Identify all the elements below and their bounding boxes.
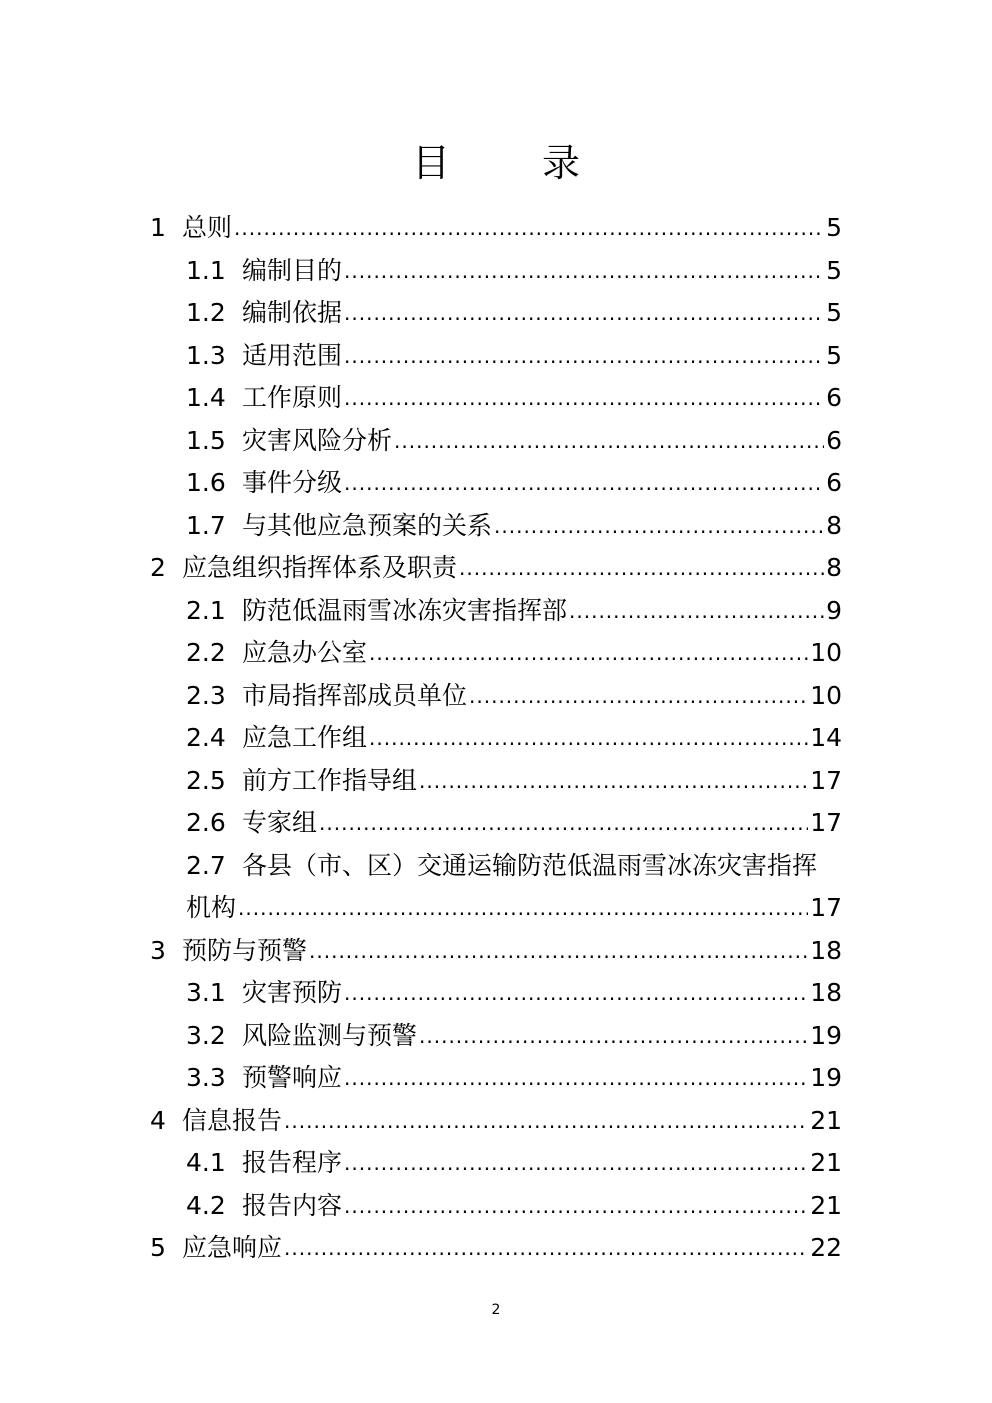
toc-entry[interactable] <box>150 972 842 1015</box>
toc-entry-page-number: 10 <box>810 638 842 667</box>
toc-entry-number: 3.1 <box>186 978 226 1007</box>
toc-entry-title: 应急工作组 <box>242 723 368 752</box>
dot-leader <box>494 505 824 548</box>
toc-entry[interactable] <box>150 250 842 293</box>
toc-entry-page-number: 8 <box>826 553 842 582</box>
toc-entry-page-number: 18 <box>810 935 842 965</box>
toc-entry-page-number: 10 <box>810 680 842 710</box>
dot-leader <box>419 760 808 803</box>
dot-leader <box>344 972 808 1015</box>
toc-entry-page-number: 21 <box>810 1105 842 1135</box>
toc-entry-title: 报告程序 <box>242 1148 343 1177</box>
toc-entry-title: 应急组织指挥体系及职责 <box>182 553 458 582</box>
dot-leader <box>344 250 824 293</box>
toc-entry-page-number: 22 <box>810 1233 842 1262</box>
dot-leader <box>419 1015 808 1058</box>
toc-entry[interactable] <box>150 717 842 760</box>
toc-entry-page-number: 5 <box>826 340 842 370</box>
dot-leader <box>369 632 808 675</box>
toc-entry-title: 预警响应 <box>242 1063 343 1092</box>
toc-entry-page-number: 6 <box>826 383 842 412</box>
toc-entry-page-number: 9 <box>826 595 842 625</box>
toc-entry-title: 编制目的 <box>242 255 343 285</box>
toc-entry[interactable] <box>150 335 842 378</box>
dot-leader <box>344 462 824 505</box>
toc-entry-number: 3.2 <box>186 1020 226 1050</box>
toc-entry-title: 应急响应 <box>182 1233 283 1262</box>
toc-entry-page-number: 17 <box>810 765 842 795</box>
toc-entry-number: 4 <box>150 1105 166 1135</box>
table-of-contents <box>150 207 842 1270</box>
toc-entry-page-number: 21 <box>810 1148 842 1177</box>
toc-entry-title: 编制依据 <box>242 298 343 327</box>
toc-entry-page-number: 6 <box>826 468 842 497</box>
toc-entry[interactable] <box>150 802 842 845</box>
dot-leader <box>309 930 808 973</box>
toc-entry-page-number: 19 <box>810 1020 842 1050</box>
toc-entry-page-number: 14 <box>810 723 842 752</box>
toc-entry[interactable] <box>150 930 842 973</box>
page-number-footer: 2 <box>491 1302 501 1318</box>
toc-entry-page-number: 21 <box>810 1190 842 1220</box>
dot-leader <box>344 335 824 378</box>
toc-entry-number: 1.6 <box>186 468 226 497</box>
dot-leader <box>569 590 824 633</box>
toc-entry[interactable] <box>150 420 842 463</box>
toc-entry-number: 1.3 <box>186 340 226 370</box>
toc-entry[interactable] <box>150 632 842 675</box>
dot-leader <box>459 547 824 590</box>
toc-entry[interactable] <box>150 547 842 590</box>
toc-entry-title: 风险监测与预警 <box>242 1020 418 1050</box>
toc-entry-page-number: 6 <box>826 425 842 455</box>
toc-entry-page-number: 5 <box>826 255 842 285</box>
toc-entry-number: 1.1 <box>186 255 226 285</box>
dot-leader <box>344 1142 808 1185</box>
dot-leader <box>394 420 824 463</box>
toc-entry-page-number: 19 <box>810 1063 842 1092</box>
toc-entry-2-7[interactable] <box>150 845 842 930</box>
toc-entry-title: 事件分级 <box>242 468 343 497</box>
toc-entry-page-number: 5 <box>826 213 842 242</box>
toc-entry-page-number: 18 <box>810 978 842 1007</box>
dot-leader <box>369 717 808 760</box>
toc-entry-page-number: 5 <box>826 298 842 327</box>
toc-entry-number: 5 <box>150 1233 166 1262</box>
toc-entry-page-number: 17 <box>810 808 842 837</box>
toc-section-3-5 <box>150 930 842 1270</box>
page-title: 目 录 <box>411 141 621 185</box>
toc-entry-title: 专家组 <box>242 808 318 837</box>
toc-entry-title: 防范低温雨雪冰冻灾害指挥部 <box>242 595 568 625</box>
toc-entry-number: 4.2 <box>186 1190 226 1220</box>
toc-entry-page-number: 17 <box>810 893 842 922</box>
toc-entry-title: 预防与预警 <box>182 935 308 965</box>
toc-entry-number: 2.6 <box>186 808 226 837</box>
toc-entry-number: 2.3 <box>186 680 226 710</box>
dot-leader <box>284 1227 808 1270</box>
toc-entry[interactable] <box>150 377 842 420</box>
toc-entry-title-continued: 机构 <box>186 893 237 922</box>
toc-entry-number: 2 <box>150 553 166 582</box>
toc-entry[interactable] <box>150 1185 842 1228</box>
toc-entry-title: 信息报告 <box>182 1105 283 1135</box>
toc-entry[interactable] <box>150 590 842 633</box>
toc-entry-number: 2.5 <box>186 765 226 795</box>
toc-entry[interactable] <box>150 675 842 718</box>
toc-entry[interactable] <box>150 1057 842 1100</box>
toc-entry-title: 与其他应急预案的关系 <box>242 510 493 540</box>
dot-leader <box>344 292 824 335</box>
toc-entry-page-number: 8 <box>826 510 842 540</box>
toc-entry[interactable] <box>150 760 842 803</box>
toc-entry-title: 灾害风险分析 <box>242 425 393 455</box>
toc-entry-number: 3.3 <box>186 1063 226 1092</box>
toc-entry[interactable] <box>150 1227 842 1270</box>
toc-entry-title: 各县（市、区）交通运输防范低温雨雪冰冻灾害指挥 <box>242 850 818 880</box>
toc-entry-number: 3 <box>150 935 166 965</box>
dot-leader <box>319 802 808 845</box>
toc-entry-number: 1.2 <box>186 298 226 327</box>
toc-entry-title: 报告内容 <box>242 1190 343 1220</box>
toc-section-1-2 <box>150 207 842 845</box>
toc-entry-number: 2.7 <box>186 850 226 880</box>
dot-leader <box>284 1100 808 1143</box>
dot-leader <box>344 377 824 420</box>
toc-entry[interactable] <box>150 207 842 250</box>
toc-entry-title: 适用范围 <box>242 340 343 370</box>
toc-entry-number: 1.7 <box>186 510 226 540</box>
toc-entry-title: 市局指挥部成员单位 <box>242 680 468 710</box>
toc-entry-title: 总则 <box>182 213 233 242</box>
dot-leader <box>344 1057 808 1100</box>
toc-entry[interactable] <box>150 1100 842 1143</box>
toc-entry-number: 2.1 <box>186 595 226 625</box>
toc-entry-number: 2.2 <box>186 638 226 667</box>
toc-entry[interactable] <box>150 1142 842 1185</box>
toc-entry[interactable] <box>150 1015 842 1058</box>
dot-leader <box>234 207 824 250</box>
toc-entry[interactable] <box>150 462 842 505</box>
toc-entry[interactable] <box>150 292 842 335</box>
toc-entry-title: 工作原则 <box>242 383 343 412</box>
toc-entry-number: 1.4 <box>186 383 226 412</box>
toc-entry-title: 前方工作指导组 <box>242 765 418 795</box>
dot-leader <box>238 887 808 930</box>
toc-entry[interactable] <box>150 505 842 548</box>
toc-entry-number: 1.5 <box>186 425 226 455</box>
toc-entry-number: 1 <box>150 213 166 242</box>
dot-leader <box>469 675 808 718</box>
toc-entry-number: 2.4 <box>186 723 226 752</box>
toc-entry-title: 灾害预防 <box>242 978 343 1007</box>
toc-entry-number: 4.1 <box>186 1148 226 1177</box>
toc-entry-title: 应急办公室 <box>242 638 368 667</box>
dot-leader <box>344 1185 808 1228</box>
